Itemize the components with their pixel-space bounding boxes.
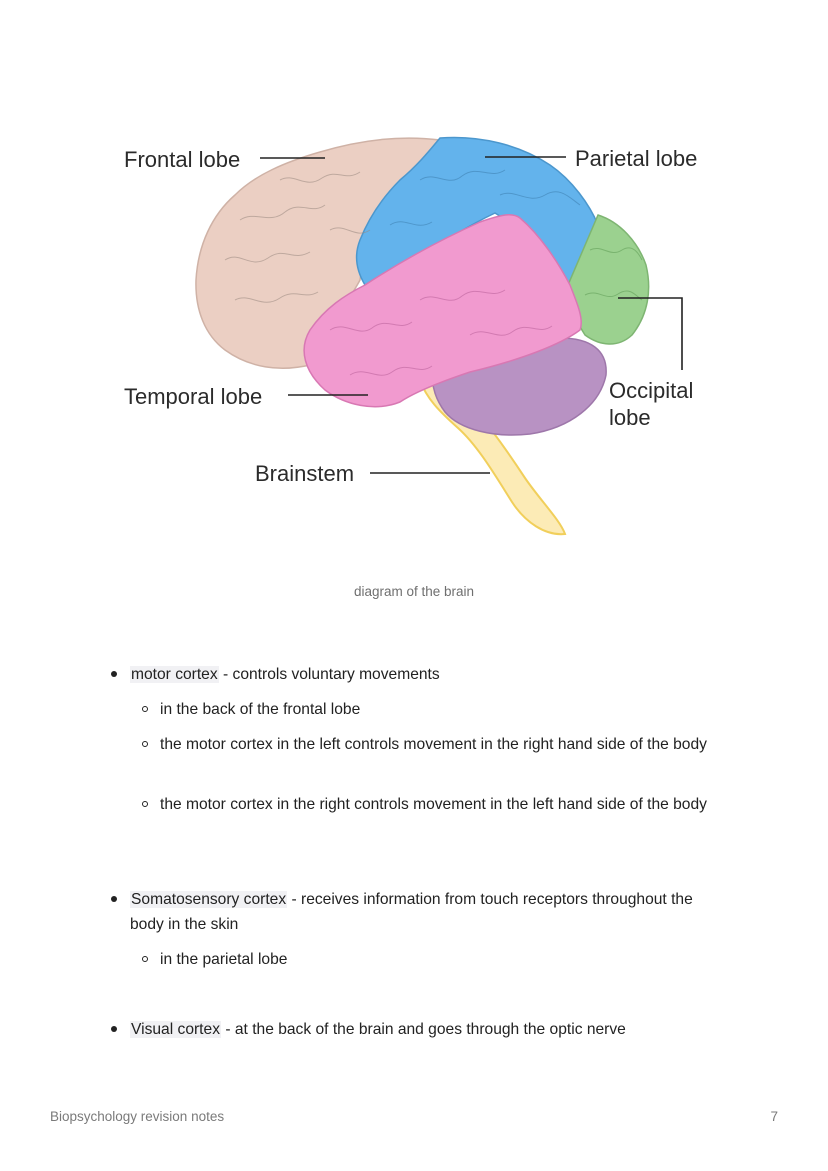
sub-bullet-text: in the back of the frontal lobe — [160, 701, 361, 718]
sub-bullet-text: the motor cortex in the left controls movement in the right hand side of the body — [160, 736, 707, 753]
occipital-lobe-label-line2: lobe — [609, 405, 651, 430]
brainstem-label: Brainstem — [255, 461, 355, 486]
sub-bullet-somatosensory-1 — [160, 947, 720, 972]
sub-bullet-ring — [142, 706, 148, 712]
bullet-somatosensory-cortex — [130, 887, 720, 937]
desc-somatosensory-cortex: - receives information from touch receptors throughout the body in the skin — [130, 891, 693, 933]
bullet-dot — [111, 1026, 117, 1032]
temporal-lobe-label: Temporal lobe — [124, 384, 263, 409]
frontal-lobe-label: Frontal lobe — [124, 147, 241, 172]
desc-motor-cortex: - controls voluntary movements — [218, 666, 440, 683]
bullet-dot — [111, 671, 117, 677]
sub-bullet-motor-3 — [160, 792, 720, 817]
term-visual-cortex: Visual cortex — [131, 1021, 220, 1038]
parietal-lobe-label: Parietal lobe — [575, 146, 698, 171]
desc-visual-cortex: - at the back of the brain and goes through the optic nerve — [221, 1021, 626, 1038]
bullet-dot — [111, 896, 117, 902]
sub-bullet-motor-2 — [160, 732, 720, 757]
sub-bullet-ring — [142, 801, 148, 807]
sub-bullet-ring — [142, 956, 148, 962]
sub-bullet-ring — [142, 741, 148, 747]
sub-bullet-motor-1 — [160, 697, 720, 722]
page-number: 7 — [770, 1109, 778, 1124]
bullet-motor-cortex — [130, 662, 720, 687]
footer-title: Biopsychology revision notes — [50, 1109, 225, 1124]
bullet-visual-cortex — [130, 1017, 720, 1042]
term-motor-cortex: motor cortex — [131, 666, 218, 683]
term-somatosensory-cortex: Somatosensory cortex — [131, 891, 287, 908]
figure-caption: diagram of the brain — [353, 584, 475, 599]
sub-bullet-text: in the parietal lobe — [160, 951, 288, 968]
brain-diagram — [0, 0, 828, 560]
sub-bullet-text: the motor cortex in the right controls movement in the left hand side of the body — [160, 796, 707, 813]
occipital-lobe-label-line1: Occipital — [609, 378, 694, 403]
